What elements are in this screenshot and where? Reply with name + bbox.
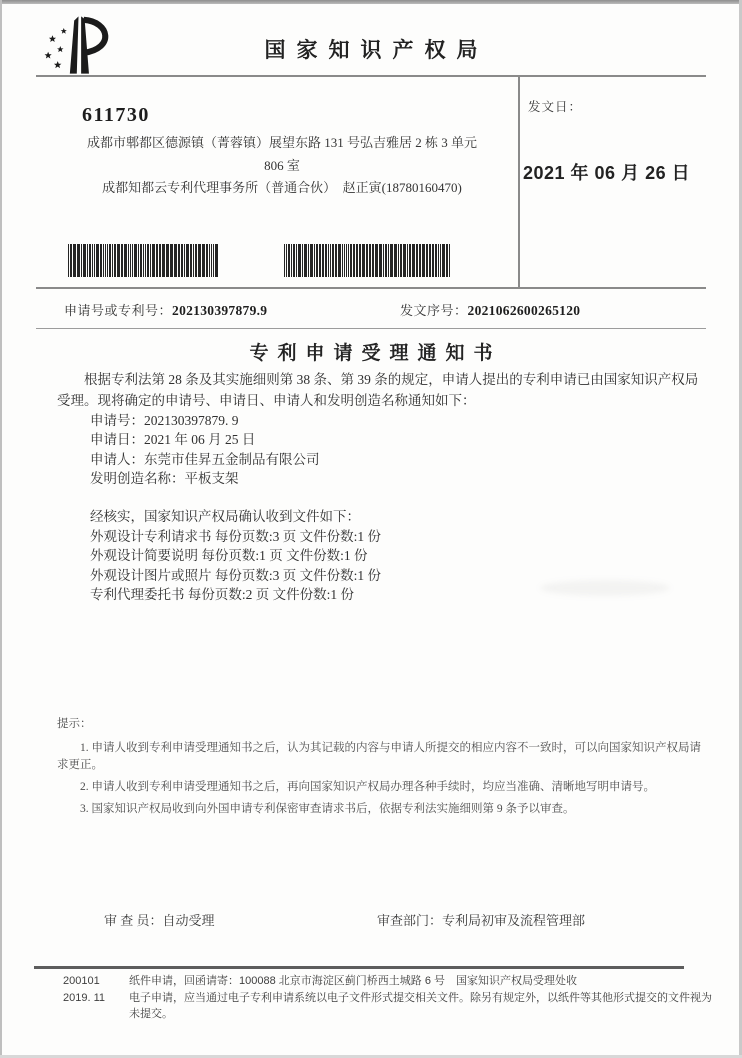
- document-item: 外观设计图片或照片 每份页数:3 页 文件份数:1 份: [90, 567, 382, 583]
- department: 审查部门：专利局初审及流程管理部: [377, 913, 586, 928]
- document-item: 专利代理委托书 每份页数:2 页 文件份数:1 份: [90, 587, 355, 602]
- notice-title: 专利申请受理通知书: [249, 343, 502, 364]
- mailing-address: [52, 132, 512, 200]
- field-application-number: 申请号：202130397879. 9: [90, 413, 239, 428]
- tip-item: 3. 国家知识产权局收到向外国申请专利保密审查请求书后，依据专利法实施细则第 9 条予以审查。: [80, 803, 575, 815]
- serial-number-label: 发文序号：: [400, 303, 468, 318]
- scan-edge-left: [0, 0, 2, 1058]
- address-date-divider: [518, 75, 520, 288]
- serial-number-value: 2021062600265120: [467, 303, 581, 318]
- field-invention-name: 发明创造名称：平板支架: [90, 470, 239, 486]
- barcode-left: [68, 244, 246, 277]
- mailing-address-line1: 成都市郫都区德源镇（菁蓉镇）展望东路 131 号弘吉雅居 2 栋 3 单元: [86, 135, 477, 150]
- received-documents: [90, 507, 381, 605]
- footer-notes: [129, 973, 719, 1023]
- tip-item: 1. 申请人收到专利申请受理通知书之后，认为其记载的内容与申请人所提交的相应内容不一致时，可以向国家知识产权局请求更正。: [57, 742, 701, 771]
- document-item: 外观设计专利请求书 每份页数:3 页 文件份数:1 份: [90, 528, 382, 544]
- application-number-label: 申请号或专利号：: [64, 303, 173, 318]
- electronic-filing-note: 电子申请，应当通过电子专利申请系统以电子文件形式提交相关文件。除另有规定外，以纸件等其他形式提交的文件视为未提交。: [129, 991, 712, 1020]
- application-number-row: [64, 300, 267, 319]
- form-code: 200101: [63, 975, 100, 987]
- dispatch-date-value: 2021 年 06 月 26 日: [523, 163, 691, 183]
- mailing-address-line2: 806 室: [264, 157, 300, 173]
- application-number-value: 202130397879.9: [172, 303, 268, 318]
- dispatch-date-label: 发文日：: [528, 100, 583, 114]
- paper-filing-note: 纸件申请，回函请寄：100088 北京市海淀区蓟门桥西土城路 6 号 国家知识产权局受理处收: [129, 975, 577, 987]
- footer-rule: [34, 966, 684, 969]
- reference-rule: [36, 328, 706, 329]
- scan-edge-top: [0, 0, 742, 4]
- field-application-date: 申请日：2021 年 06 月 25 日: [90, 432, 256, 448]
- examiner: 审 查 员：自动受理: [104, 913, 215, 928]
- barcode-right: [284, 244, 482, 277]
- tips-section: [57, 716, 711, 823]
- field-applicant: 申请人：东莞市佳昇五金制品有限公司: [90, 451, 320, 467]
- header-rule: [36, 75, 706, 77]
- mailing-address-line3: 成都知都云专利代理事务所（普通合伙） 赵正寅(18780160470): [102, 180, 462, 195]
- tips-label: 提示：: [57, 718, 92, 730]
- mailing-code: 611730: [82, 104, 150, 126]
- tip-item: 2. 申请人收到专利申请受理通知书之后，再向国家知识产权局办理各种手续时，均应当准确、清晰地写明申请号。: [80, 781, 655, 793]
- agency-title: 国家知识产权局: [264, 39, 489, 62]
- form-date: 2019. 11: [63, 991, 106, 1004]
- form-code-column: [63, 973, 105, 1006]
- serial-number-row: [400, 300, 580, 319]
- mid-rule: [36, 287, 706, 289]
- notice-intro: 根据专利法第 28 条及其实施细则第 38 条、第 39 条的规定，申请人提出的专利申请已由国家知识产权局受理。现将确定的申请号、申请日、申请人和发明创造名称通知如下：: [57, 372, 699, 408]
- received-intro: 经核实，国家知识产权局确认收到文件如下：: [90, 509, 360, 524]
- application-fields: [90, 411, 320, 488]
- document-item: 外观设计简要说明 每份页数:1 页 文件份数:1 份: [90, 548, 368, 563]
- scan-smudge: [540, 580, 670, 596]
